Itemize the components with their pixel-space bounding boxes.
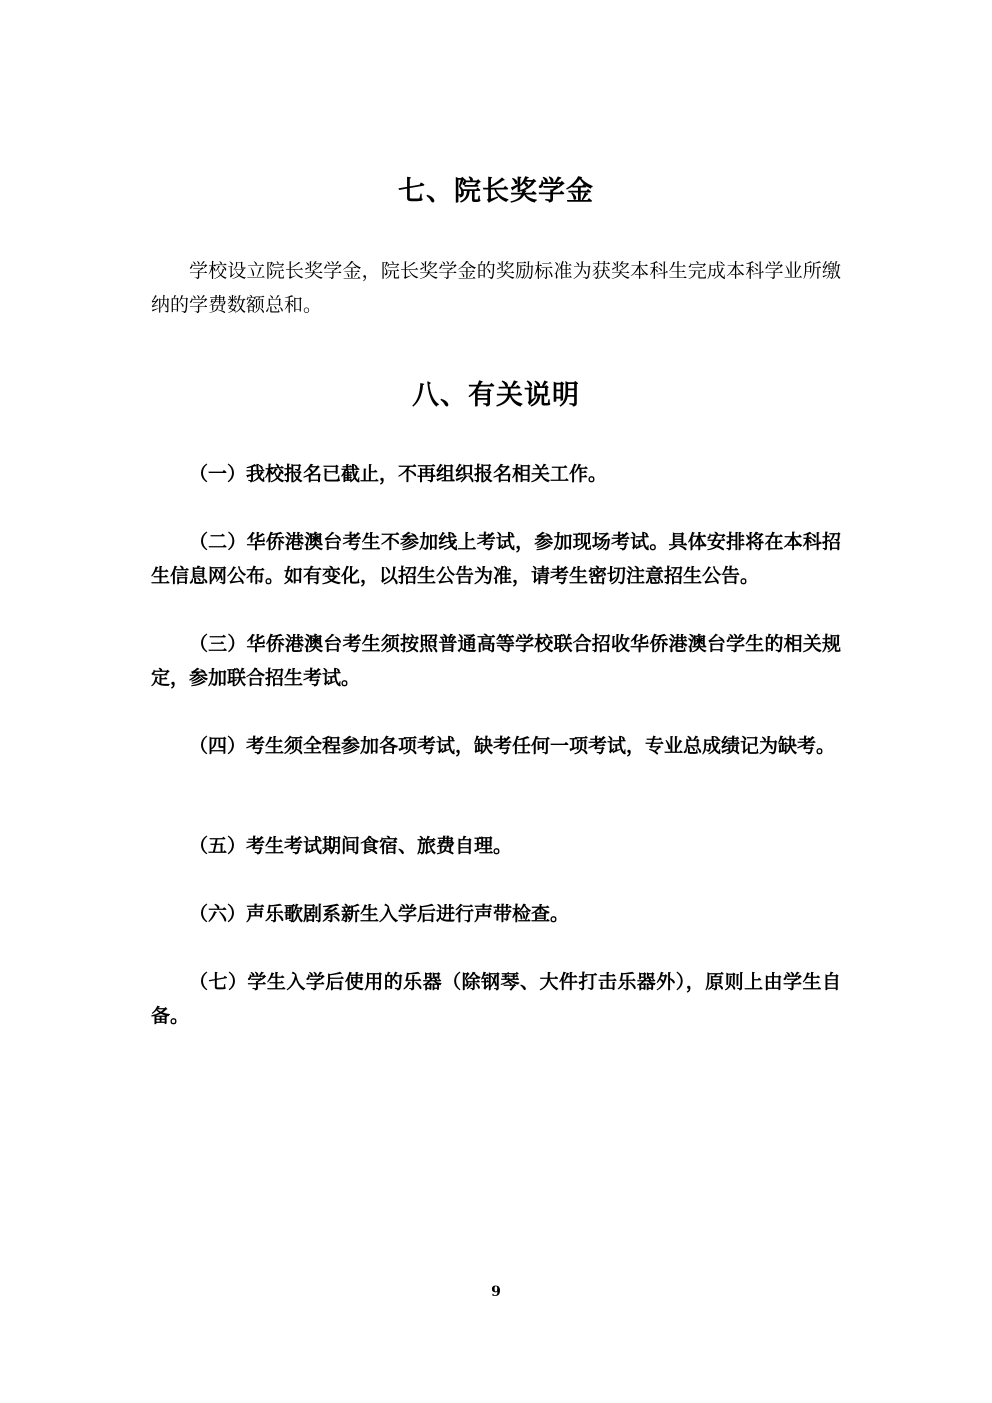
note-item-5: （五）考生考试期间食宿、旅费自理。 — [189, 835, 513, 857]
note-item-6: （六）声乐歌剧系新生入学后进行声带检查。 — [189, 903, 570, 925]
note-item-2: （二）华侨港澳台考生不参加线上考试，参加现场考试。具体安排将在本科招生信息网公布。如有变化，以招生公告为准，请考生密切注意招生公告。 — [151, 531, 841, 587]
note-item-7: （七）学生入学后使用的乐器（除钢琴、大件打击乐器外），原则上由学生自备。 — [151, 971, 841, 1027]
note-item-1: （一）我校报名已截止，不再组织报名相关工作。 — [189, 463, 608, 485]
note-item-3: （三）华侨港澳台考生须按照普通高等学校联合招收华侨港澳台学生的相关规定，参加联合招生考试。 — [151, 633, 841, 689]
section-8-heading: 八、有关说明 — [412, 380, 580, 411]
note-item-4: （四）考生须全程参加各项考试，缺考任何一项考试，专业总成绩记为缺考。 — [189, 735, 836, 757]
page-number: 9 — [491, 1284, 501, 1300]
section-7-heading: 七、院长奖学金 — [398, 176, 594, 207]
section-7-paragraph: 学校设立院长奖学金，院长奖学金的奖励标准为获奖本科生完成本科学业所缴纳的学费数额总和。 — [151, 260, 841, 316]
